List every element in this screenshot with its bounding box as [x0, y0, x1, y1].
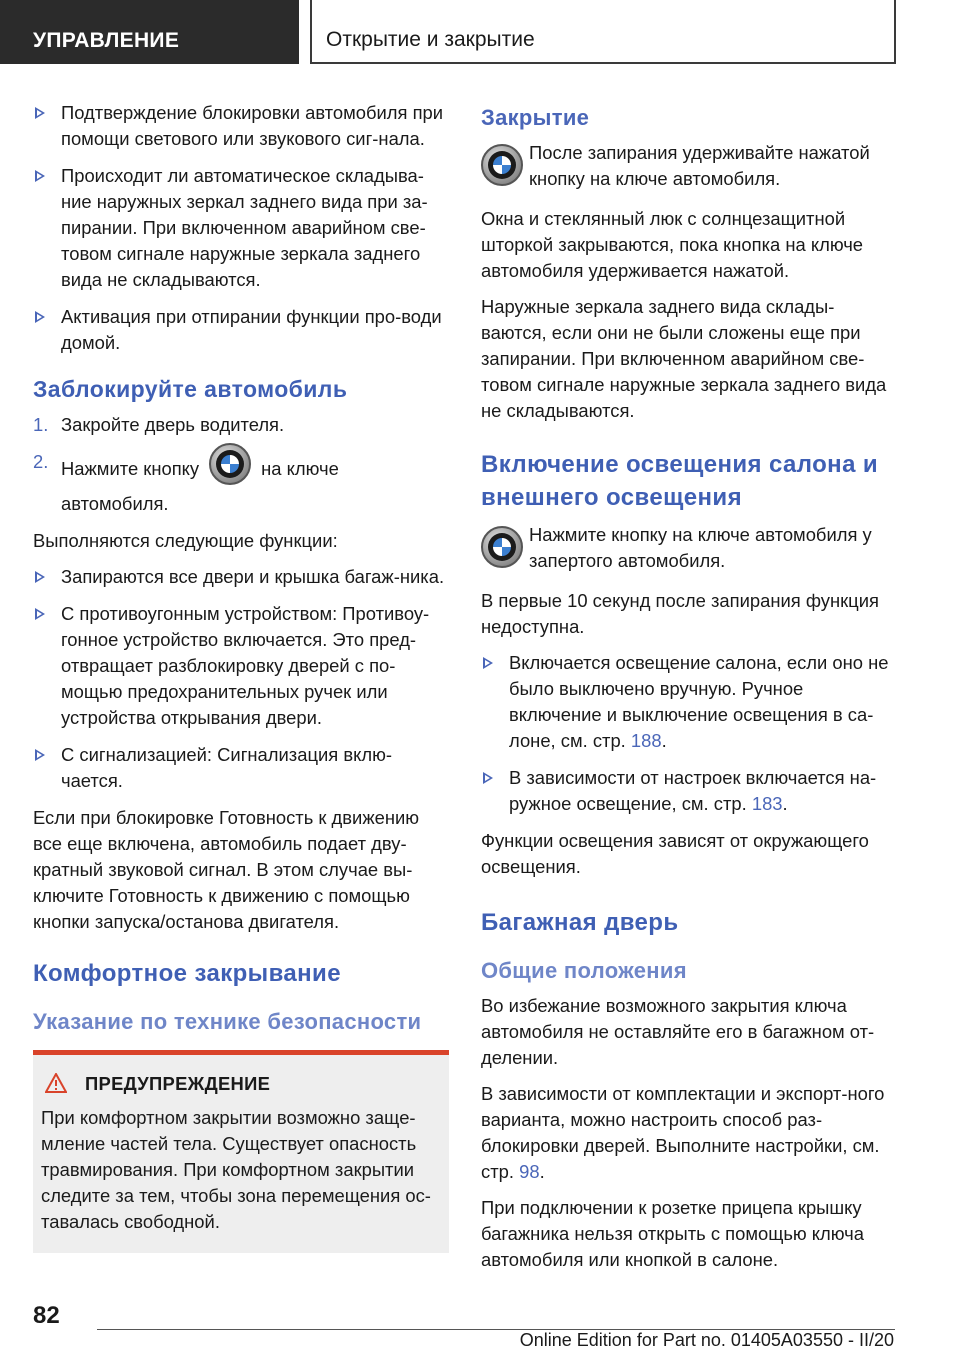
- lock-steps: [33, 412, 449, 517]
- functions-intro: Выполняются следующие функции:: [33, 530, 338, 551]
- tailgate-paragraph: Во избежание возможного закрытия ключа автомобиля не оставляйте его в багажном от-делении.: [481, 995, 875, 1068]
- lights-paragraph: В первые 10 секунд после запирания функция недоступна.: [481, 590, 879, 637]
- functions-list: [33, 564, 449, 794]
- right-column: [481, 100, 899, 1283]
- lights-key-row: Нажмите кнопку на ключе автомобиля у запертого автомобиля.: [481, 522, 899, 574]
- closing-paragraph: Окна и стеклянный люк с солнцезащитной шторкой закрываются, пока кнопка на ключе автомобиля удерживается нажатой.: [481, 208, 864, 281]
- triangle-bullet-icon: [483, 772, 493, 784]
- subsection-title: Открытие и закрытие: [326, 28, 535, 51]
- page-number: 82: [33, 1302, 60, 1329]
- closing-heading: Закрытие: [481, 105, 590, 130]
- header-divider: [310, 0, 312, 64]
- header-underline: [310, 62, 896, 64]
- bmw-key-button-icon: [209, 443, 251, 485]
- lights-heading: Включение освещения салона и внешнего освещения: [481, 451, 879, 511]
- general-heading: Общие положения: [481, 958, 687, 983]
- step-item: 2. Нажмите кнопку на ключе автомобиля.: [33, 449, 449, 517]
- bmw-key-button-icon: [481, 144, 523, 186]
- list-item: Происходит ли автоматическое складыва-ние наружных зеркал заднего вида при за-пирании. При включенном аварийном све-товом сигнале наружные зеркала заднего вида не складываются.: [33, 163, 449, 293]
- list-item: Подтверждение блокировки автомобиля при помощи светового или звукового сиг-нала.: [33, 100, 449, 152]
- comfort-heading: Комфортное закрывание: [33, 960, 341, 987]
- triangle-bullet-icon: [35, 107, 45, 119]
- triangle-bullet-icon: [35, 571, 45, 583]
- warning-box: [33, 1050, 449, 1253]
- confirmation-list: [33, 100, 449, 356]
- tailgate-heading: Багажная дверь: [481, 909, 679, 936]
- edition-note: Online Edition for Part no. 01405A03550 - II/20: [519, 1330, 894, 1350]
- list-item: Активация при отпирании функции про-води домой.: [33, 304, 449, 356]
- warning-title: ПРЕДУПРЕЖДЕНИЕ: [41, 1073, 439, 1095]
- tailgate-paragraph: При подключении к розетке прицепа крышку багажника нельзя открыть с помощью ключа автомобиля или кнопкой в салоне.: [481, 1197, 864, 1270]
- closing-paragraph: Наружные зеркала заднего вида склады-ваются, если они не были сложены еще при запирании. При включенном аварийном све-товом сигнале наружные зеркала заднего вида не складываются.: [481, 296, 887, 421]
- closing-key-row: После запирания удерживайте нажатой кнопку на ключе автомобиля.: [481, 140, 899, 192]
- safety-heading: Указание по технике безопасности: [33, 1009, 422, 1034]
- warning-triangle-icon: [45, 1073, 67, 1093]
- triangle-bullet-icon: [35, 311, 45, 323]
- triangle-bullet-icon: [35, 608, 45, 620]
- left-column: [33, 100, 449, 1253]
- triangle-bullet-icon: [35, 170, 45, 182]
- list-item: Включается освещение салона, если оно не было выключено вручную. Ручное включение и выключение освещения в са-лоне, см. стр. 188.: [481, 650, 899, 754]
- readiness-note: Если при блокировке Готовность к движению все еще включена, автомобиль подает дву-кратный звуковой сигнал. В этом случае вы-ключите Готовность к движению с помощью кнопки запуска/останова двигателя.: [33, 807, 420, 932]
- list-item: С противоугонным устройством: Противоу-гонное устройство включается. Это пред-отвращает разблокировку дверей с по-мощью предохранительных ручек или устройства открывания двери.: [33, 601, 449, 731]
- section-tab: УПРАВЛЕНИЕ: [0, 0, 299, 64]
- list-item: С сигнализацией: Сигнализация вклю-чается.: [33, 742, 449, 794]
- step-item: 1. Закройте дверь водителя.: [33, 414, 285, 435]
- page-link[interactable]: 188: [630, 730, 662, 751]
- lock-heading: Заблокируйте автомобиль: [33, 376, 348, 402]
- tailgate-paragraph: В зависимости от комплектации и экспорт-ного варианта, можно настроить способ раз-блокировки дверей. Выполните настройки, см. стр. 98.: [481, 1083, 885, 1182]
- warning-text: При комфортном закрытии возможно защe-мление частей тела. Существует опасность травмирования. При комфортном закрытии следите за тем, чтобы зона перемещения ос-тавалась свободной.: [41, 1107, 431, 1232]
- bmw-key-button-icon: [481, 526, 523, 568]
- page-link[interactable]: 98: [519, 1161, 540, 1182]
- triangle-bullet-icon: [483, 657, 493, 669]
- header-divider-right: [894, 0, 896, 64]
- list-item: Запираются все двери и крышка багаж-ника.: [33, 564, 449, 590]
- list-item: В зависимости от настроек включается на-ружное освещение, см. стр. 183.: [481, 765, 899, 817]
- lights-paragraph: Функции освещения зависят от окружающего освещения.: [481, 830, 869, 877]
- lights-list: [481, 650, 899, 817]
- triangle-bullet-icon: [35, 749, 45, 761]
- page-link[interactable]: 183: [751, 793, 783, 814]
